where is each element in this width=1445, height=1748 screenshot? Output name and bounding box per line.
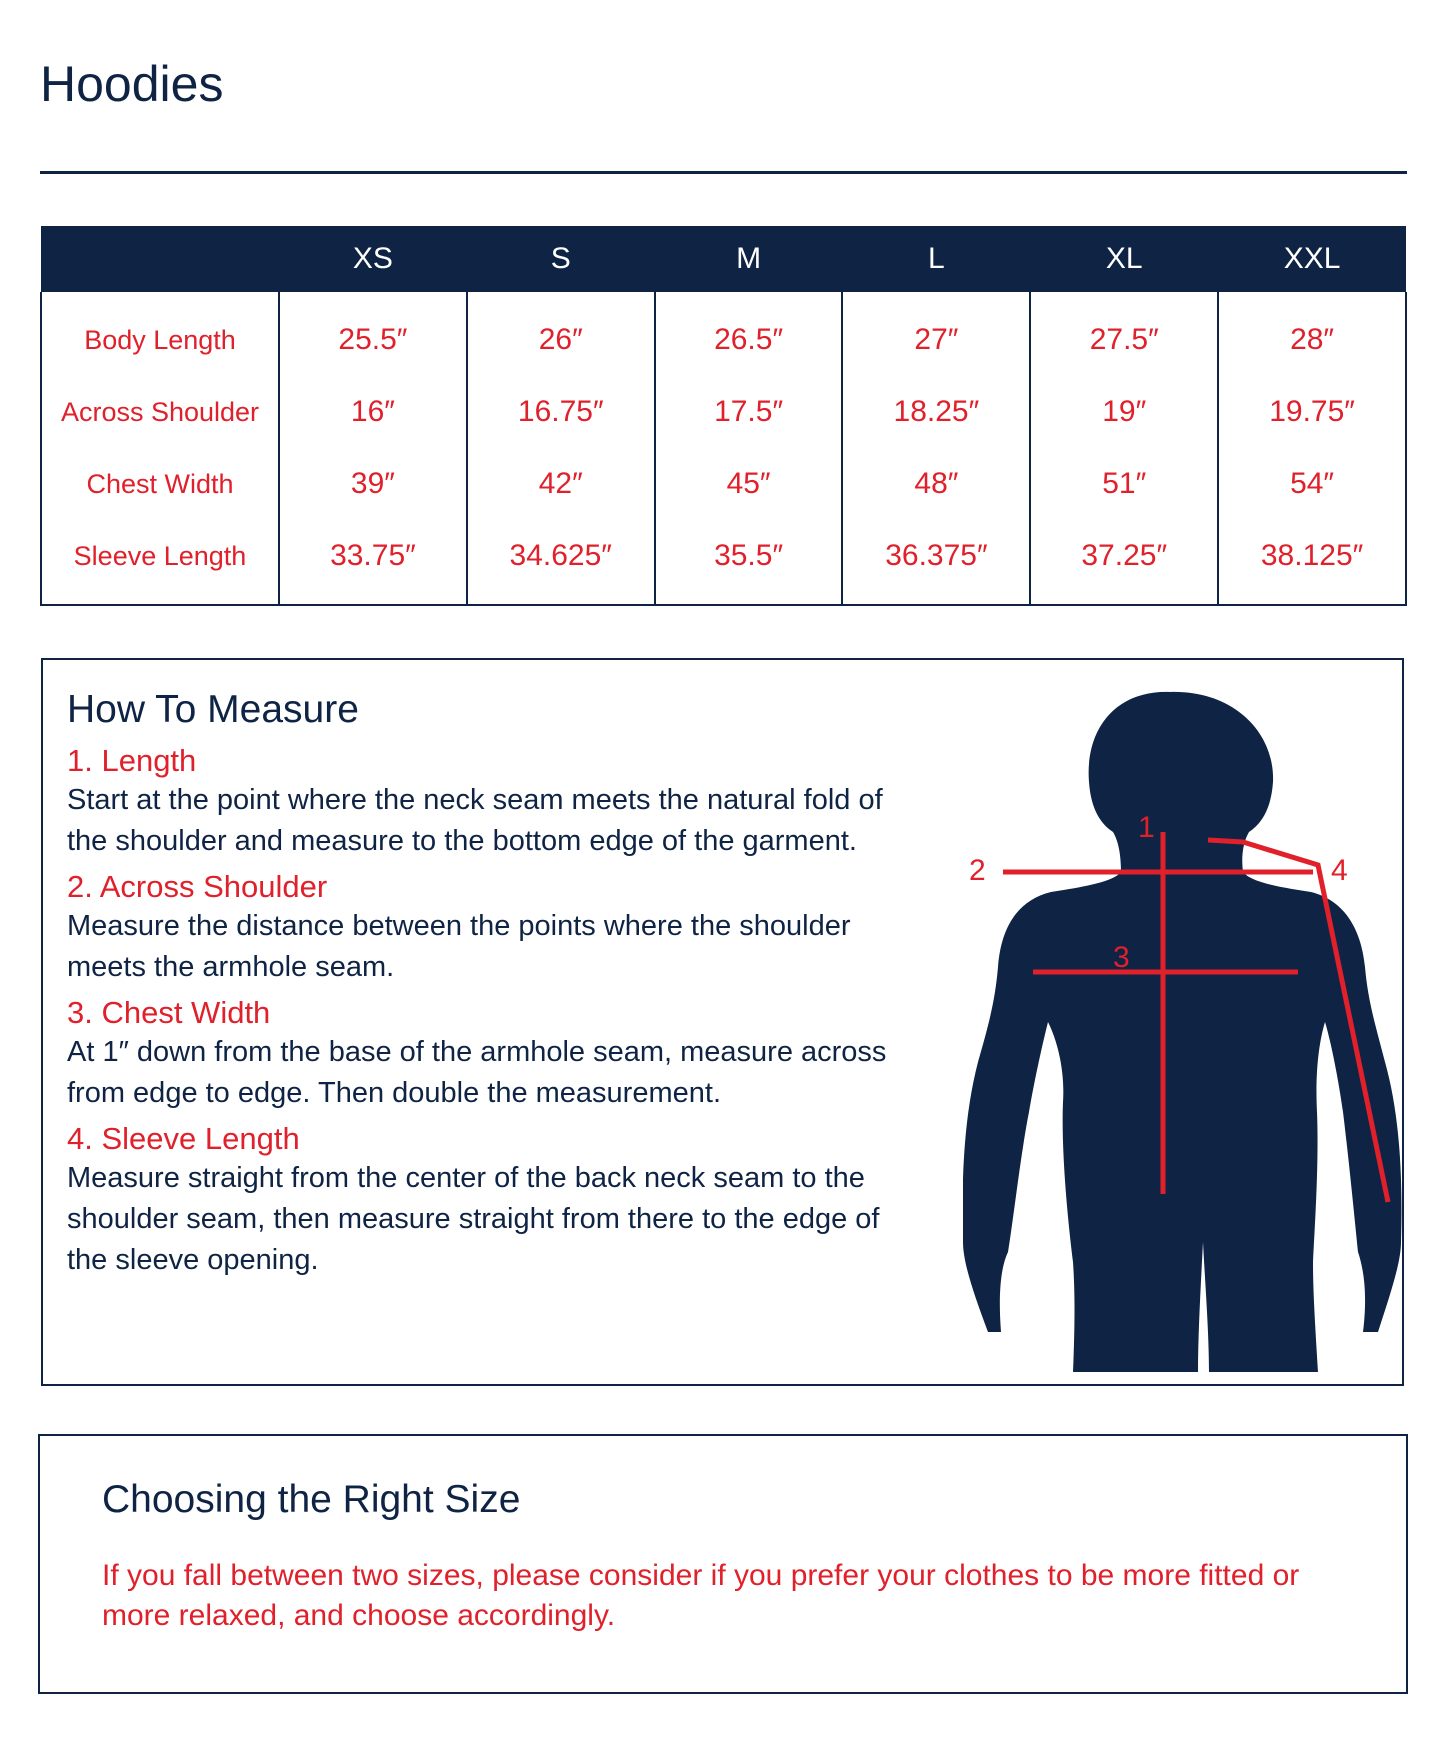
table-cell: 48″ — [842, 448, 1030, 520]
table-cell: 19″ — [1030, 376, 1218, 448]
table-cell: 33.75″ — [279, 520, 467, 605]
step-sleeve-desc: Measure straight from the center of the back neck seam to the shoulder seam, then measure straight from there to the edge of the sleeve opening. — [67, 1162, 880, 1276]
page-title: Hoodies — [40, 56, 224, 112]
step-shoulder-title: 2. Across Shoulder — [67, 869, 328, 904]
measure-instructions — [67, 688, 927, 1287]
table-cell: 17.5″ — [655, 376, 843, 448]
size-header-xl: XL — [1030, 226, 1218, 292]
table-cell: 39″ — [279, 448, 467, 520]
size-chart-table — [40, 226, 1407, 606]
choosing-text: If you fall between two sizes, please consider if you prefer your clothes to be more fitted or more relaxed, and choose accordingly. — [102, 1559, 1300, 1632]
table-cell: 26.5″ — [655, 292, 843, 376]
table-row-chest-width — [41, 448, 1406, 520]
choosing-size-section — [38, 1434, 1408, 1694]
table-cell: 25.5″ — [279, 292, 467, 376]
step-shoulder-desc: Measure the distance between the points where the shoulder meets the armhole seam. — [67, 910, 851, 983]
body-measurement-figure — [963, 682, 1403, 1382]
body-silhouette — [963, 692, 1401, 1372]
table-row-sleeve-length — [41, 520, 1406, 605]
size-header-l: L — [842, 226, 1030, 292]
size-header-xxl: XXL — [1218, 226, 1406, 292]
title-divider — [40, 171, 1407, 174]
table-cell: 42″ — [467, 448, 655, 520]
table-cell: 45″ — [655, 448, 843, 520]
table-row-body-length — [41, 292, 1406, 376]
step-chest-desc: At 1″ down from the base of the armhole seam, measure across from edge to edge. Then double the measurement. — [67, 1036, 887, 1109]
figure-label-4: 4 — [1331, 854, 1348, 887]
step-sleeve-title: 4. Sleeve Length — [67, 1121, 300, 1156]
figure-label-2: 2 — [969, 854, 986, 887]
figure-label-3: 3 — [1113, 941, 1130, 974]
size-header-xs: XS — [279, 226, 467, 292]
size-header-m: M — [655, 226, 843, 292]
table-cell: 19.75″ — [1218, 376, 1406, 448]
table-cell: 51″ — [1030, 448, 1218, 520]
table-cell: 54″ — [1218, 448, 1406, 520]
step-length-title: 1. Length — [67, 743, 197, 778]
row-label: Body Length — [41, 292, 279, 376]
step-length-desc: Start at the point where the neck seam meets the natural fold of the shoulder and measure to the bottom edge of the garment. — [67, 784, 883, 857]
table-cell: 38.125″ — [1218, 520, 1406, 605]
table-cell: 35.5″ — [655, 520, 843, 605]
how-to-measure-section — [41, 658, 1404, 1386]
row-label: Across Shoulder — [41, 376, 279, 448]
row-label: Chest Width — [41, 448, 279, 520]
table-cell: 16.75″ — [467, 376, 655, 448]
table-cell: 27.5″ — [1030, 292, 1218, 376]
table-cell: 37.25″ — [1030, 520, 1218, 605]
table-row-across-shoulder — [41, 376, 1406, 448]
table-cell: 27″ — [842, 292, 1030, 376]
size-header-s: S — [467, 226, 655, 292]
row-label: Sleeve Length — [41, 520, 279, 605]
table-cell: 16″ — [279, 376, 467, 448]
figure-label-1: 1 — [1138, 811, 1155, 844]
table-cell: 28″ — [1218, 292, 1406, 376]
choosing-heading: Choosing the Right Size — [102, 1478, 521, 1521]
table-cell: 26″ — [467, 292, 655, 376]
step-chest-title: 3. Chest Width — [67, 995, 271, 1030]
corner-header-cell — [41, 226, 279, 292]
table-cell: 34.625″ — [467, 520, 655, 605]
table-cell: 36.375″ — [842, 520, 1030, 605]
measure-heading: How To Measure — [67, 688, 359, 731]
size-header-row — [41, 226, 1406, 292]
table-cell: 18.25″ — [842, 376, 1030, 448]
